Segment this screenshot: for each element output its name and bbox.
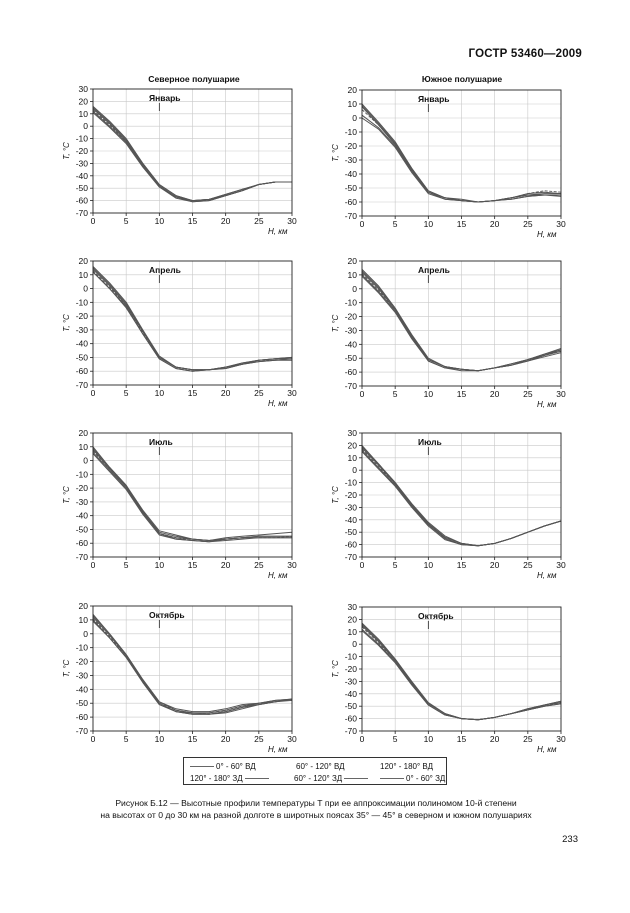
x-tick-label: 25 bbox=[523, 389, 533, 399]
month-annotation: Январь bbox=[418, 94, 450, 104]
x-tick-label: 25 bbox=[523, 560, 533, 570]
x-tick-label: 20 bbox=[220, 388, 231, 398]
x-tick-label: 0 bbox=[90, 216, 96, 226]
y-tick-label: 10 bbox=[78, 441, 88, 452]
month-annotation: Октябрь bbox=[149, 610, 185, 620]
y-tick-label: -40 bbox=[344, 688, 357, 699]
x-tick-label: 25 bbox=[523, 734, 533, 744]
y-tick-label: -20 bbox=[75, 656, 88, 667]
y-tick-label: -30 bbox=[344, 676, 357, 687]
y-tick-label: -30 bbox=[344, 325, 357, 336]
y-tick-label: -10 bbox=[75, 642, 88, 653]
y-axis-label: Т, °С bbox=[62, 486, 71, 504]
legend-label: 120° - 180° ВД bbox=[380, 761, 434, 771]
y-tick-label: -40 bbox=[344, 169, 357, 179]
month-annotation: Апрель bbox=[149, 265, 181, 275]
y-tick-label: 10 bbox=[78, 614, 88, 625]
x-tick-label: 0 bbox=[90, 734, 96, 744]
y-tick-label: -20 bbox=[75, 483, 88, 494]
y-tick-label: -60 bbox=[344, 713, 357, 724]
y-tick-label: -20 bbox=[75, 146, 88, 156]
x-tick-label: 25 bbox=[254, 388, 264, 398]
y-tick-label: -40 bbox=[75, 510, 88, 521]
x-axis-label: Н, км bbox=[537, 571, 557, 580]
y-tick-label: 30 bbox=[347, 428, 357, 438]
x-tick-label: 0 bbox=[359, 560, 365, 570]
x-tick-label: 30 bbox=[287, 216, 297, 226]
y-tick-label: -10 bbox=[75, 469, 88, 480]
month-annotation: Январь bbox=[149, 93, 181, 103]
legend-item bbox=[190, 760, 256, 772]
y-tick-label: -70 bbox=[75, 380, 88, 390]
x-tick-label: 10 bbox=[423, 219, 434, 229]
y-tick-label: -60 bbox=[75, 712, 88, 723]
y-tick-label: -60 bbox=[344, 197, 357, 207]
y-tick-label: -40 bbox=[75, 170, 88, 181]
x-tick-label: 30 bbox=[556, 219, 566, 229]
y-tick-label: -60 bbox=[344, 367, 357, 378]
y-tick-label: -50 bbox=[75, 698, 88, 709]
x-tick-label: 15 bbox=[187, 216, 198, 226]
y-tick-label: -30 bbox=[344, 502, 357, 513]
x-axis-label: Н, км bbox=[537, 745, 557, 754]
x-tick-label: 10 bbox=[423, 560, 434, 570]
y-tick-label: 0 bbox=[352, 465, 357, 476]
page-number: 233 bbox=[562, 834, 578, 845]
x-axis-label: Н, км bbox=[268, 399, 288, 408]
y-tick-label: -10 bbox=[75, 297, 88, 308]
y-tick-label: -40 bbox=[75, 338, 88, 349]
x-tick-label: 5 bbox=[123, 216, 129, 226]
x-tick-label: 15 bbox=[187, 388, 198, 398]
x-axis-label: Н, км bbox=[268, 571, 288, 580]
y-tick-label: -70 bbox=[344, 381, 357, 391]
y-tick-label: 20 bbox=[347, 440, 357, 451]
month-annotation: Апрель bbox=[418, 265, 450, 275]
x-tick-label: 0 bbox=[359, 219, 365, 229]
temperature-chart bbox=[62, 428, 297, 580]
legend-label: 0° - 60° ВД bbox=[216, 761, 256, 771]
x-tick-label: 20 bbox=[489, 389, 500, 399]
y-tick-label: 0 bbox=[83, 628, 88, 639]
y-tick-label: -50 bbox=[344, 183, 357, 193]
figure-caption-line-1: Рисунок Б.12 — Высотные профили температуры Т при ее аппроксимации полиномом 10-й степени bbox=[115, 798, 517, 808]
y-tick-label: 20 bbox=[78, 96, 88, 107]
y-tick-label: -10 bbox=[344, 477, 357, 488]
y-tick-label: -10 bbox=[344, 651, 357, 662]
y-tick-label: 10 bbox=[78, 269, 88, 280]
temperature-chart bbox=[331, 256, 566, 409]
x-tick-label: 5 bbox=[392, 219, 398, 229]
y-axis-label: Т, °С bbox=[331, 660, 340, 678]
y-tick-label: -50 bbox=[75, 352, 88, 363]
x-tick-label: 5 bbox=[392, 734, 398, 744]
document-code: ГОСТР 53460—2009 bbox=[468, 48, 582, 60]
y-tick-label: 10 bbox=[347, 269, 357, 280]
month-annotation: Октябрь bbox=[418, 611, 454, 621]
x-tick-label: 0 bbox=[90, 560, 96, 570]
legend-swatch bbox=[245, 778, 269, 779]
north-hemisphere-title: Северное полушарие bbox=[148, 74, 240, 84]
month-annotation: Июль bbox=[149, 437, 173, 447]
legend-item bbox=[380, 772, 445, 784]
y-tick-label: -50 bbox=[344, 701, 357, 712]
y-tick-label: 0 bbox=[352, 113, 357, 123]
y-tick-label: -20 bbox=[344, 141, 357, 151]
x-tick-label: 0 bbox=[90, 388, 96, 398]
y-tick-label: -20 bbox=[344, 311, 357, 322]
legend-label: 0° - 60° ЗД bbox=[406, 773, 446, 783]
x-tick-label: 20 bbox=[220, 734, 231, 744]
x-tick-label: 25 bbox=[523, 219, 533, 229]
x-tick-label: 15 bbox=[187, 734, 198, 744]
temperature-chart bbox=[62, 601, 297, 754]
y-tick-label: -30 bbox=[75, 324, 88, 335]
y-tick-label: 20 bbox=[78, 428, 88, 438]
y-tick-label: -30 bbox=[75, 158, 88, 169]
y-tick-label: 20 bbox=[347, 614, 357, 625]
y-axis-label: Т, °С bbox=[331, 314, 340, 333]
x-tick-label: 30 bbox=[287, 734, 297, 744]
y-tick-label: 0 bbox=[352, 639, 357, 650]
y-tick-label: 10 bbox=[347, 452, 357, 463]
temperature-chart bbox=[331, 85, 566, 239]
x-tick-label: 10 bbox=[423, 734, 434, 744]
x-tick-label: 20 bbox=[489, 219, 500, 229]
x-axis-label: Н, км bbox=[268, 745, 288, 754]
y-tick-label: -20 bbox=[344, 490, 357, 500]
legend-item bbox=[190, 772, 271, 784]
legend-item bbox=[380, 760, 433, 772]
x-tick-label: 30 bbox=[556, 560, 566, 570]
y-tick-label: 20 bbox=[78, 601, 88, 611]
x-axis-label: Н, км bbox=[537, 230, 557, 239]
y-tick-label: -70 bbox=[75, 726, 88, 736]
y-tick-label: -70 bbox=[75, 552, 88, 562]
y-tick-label: -70 bbox=[344, 726, 357, 736]
y-tick-label: -70 bbox=[344, 211, 357, 221]
y-tick-label: -40 bbox=[75, 684, 88, 695]
y-axis-label: Т, °С bbox=[331, 486, 340, 504]
temperature-chart bbox=[62, 256, 297, 408]
legend-swatch bbox=[380, 778, 404, 779]
legend bbox=[183, 757, 447, 785]
figure-caption-line-2: на высотах от 0 до 30 км на разной долготе в широтных поясах 35° — 45° в северном и южном полушариях bbox=[100, 810, 532, 820]
y-tick-label: -20 bbox=[344, 664, 357, 674]
y-tick-label: 20 bbox=[347, 256, 357, 266]
y-tick-label: -40 bbox=[344, 514, 357, 525]
x-tick-label: 20 bbox=[220, 560, 231, 570]
y-tick-label: 0 bbox=[83, 121, 88, 132]
legend-item bbox=[296, 760, 345, 772]
y-tick-label: 10 bbox=[347, 99, 357, 109]
temperature-chart bbox=[62, 84, 297, 236]
south-hemisphere-title: Южное полушарие bbox=[421, 74, 503, 84]
x-tick-label: 30 bbox=[556, 389, 566, 399]
x-axis-label: Н, км bbox=[537, 400, 557, 409]
y-tick-label: 0 bbox=[352, 283, 357, 294]
x-tick-label: 15 bbox=[456, 560, 467, 570]
x-tick-label: 10 bbox=[154, 216, 165, 226]
x-axis-label: Н, км bbox=[268, 227, 288, 236]
y-tick-label: -50 bbox=[75, 183, 88, 194]
y-tick-label: -70 bbox=[75, 208, 88, 218]
x-tick-label: 15 bbox=[456, 219, 467, 229]
legend-label: 60° - 120° ЗД bbox=[294, 773, 343, 783]
y-tick-label: -30 bbox=[75, 496, 88, 507]
y-tick-label: -30 bbox=[344, 155, 357, 165]
y-tick-label: 0 bbox=[83, 455, 88, 466]
x-tick-label: 0 bbox=[359, 734, 365, 744]
y-tick-label: 0 bbox=[83, 283, 88, 294]
x-tick-label: 20 bbox=[220, 216, 231, 226]
temperature-chart bbox=[331, 428, 566, 580]
y-tick-label: -50 bbox=[344, 527, 357, 538]
y-tick-label: -10 bbox=[75, 133, 88, 144]
y-axis-label: Т, °С bbox=[62, 659, 71, 678]
x-tick-label: 30 bbox=[287, 560, 297, 570]
y-axis-label: Т, °С bbox=[62, 142, 71, 160]
legend-swatch bbox=[190, 766, 214, 767]
x-tick-label: 10 bbox=[423, 389, 434, 399]
y-tick-label: -60 bbox=[344, 539, 357, 550]
x-tick-label: 30 bbox=[287, 388, 297, 398]
y-tick-label: 30 bbox=[347, 602, 357, 612]
legend-label: 120° - 180° ЗД bbox=[190, 773, 243, 783]
y-tick-label: -60 bbox=[75, 195, 88, 206]
y-tick-label: -50 bbox=[75, 524, 88, 535]
month-annotation: Июль bbox=[418, 437, 442, 447]
y-tick-label: -70 bbox=[344, 552, 357, 562]
x-tick-label: 10 bbox=[154, 388, 165, 398]
y-tick-label: -60 bbox=[75, 366, 88, 377]
y-tick-label: 20 bbox=[78, 256, 88, 266]
temperature-chart bbox=[331, 602, 566, 754]
legend-swatch bbox=[344, 778, 368, 779]
x-tick-label: 5 bbox=[123, 734, 129, 744]
x-tick-label: 5 bbox=[123, 388, 129, 398]
y-tick-label: 20 bbox=[347, 85, 357, 95]
x-tick-label: 0 bbox=[359, 389, 365, 399]
y-tick-label: 30 bbox=[78, 84, 88, 94]
y-axis-label: Т, °С bbox=[331, 144, 340, 162]
x-tick-label: 15 bbox=[456, 734, 467, 744]
x-tick-label: 5 bbox=[123, 560, 129, 570]
y-tick-label: -60 bbox=[75, 538, 88, 549]
x-tick-label: 5 bbox=[392, 560, 398, 570]
y-tick-label: 10 bbox=[347, 626, 357, 637]
x-tick-label: 25 bbox=[254, 734, 264, 744]
legend-label: 60° - 120° ВД bbox=[296, 761, 345, 771]
y-axis-label: Т, °С bbox=[62, 314, 71, 332]
x-tick-label: 5 bbox=[392, 389, 398, 399]
y-tick-label: -10 bbox=[344, 127, 357, 137]
x-tick-label: 15 bbox=[456, 389, 467, 399]
x-tick-label: 10 bbox=[154, 560, 165, 570]
x-tick-label: 10 bbox=[154, 734, 165, 744]
y-tick-label: -20 bbox=[75, 311, 88, 322]
y-tick-label: -10 bbox=[344, 297, 357, 308]
y-tick-label: 10 bbox=[78, 108, 88, 119]
x-tick-label: 30 bbox=[556, 734, 566, 744]
x-tick-label: 20 bbox=[489, 734, 500, 744]
y-tick-label: -50 bbox=[344, 353, 357, 364]
x-tick-label: 25 bbox=[254, 216, 264, 226]
y-tick-label: -40 bbox=[344, 339, 357, 350]
x-tick-label: 20 bbox=[489, 560, 500, 570]
x-tick-label: 15 bbox=[187, 560, 198, 570]
x-tick-label: 25 bbox=[254, 560, 264, 570]
legend-item bbox=[294, 772, 370, 784]
y-tick-label: -30 bbox=[75, 670, 88, 681]
